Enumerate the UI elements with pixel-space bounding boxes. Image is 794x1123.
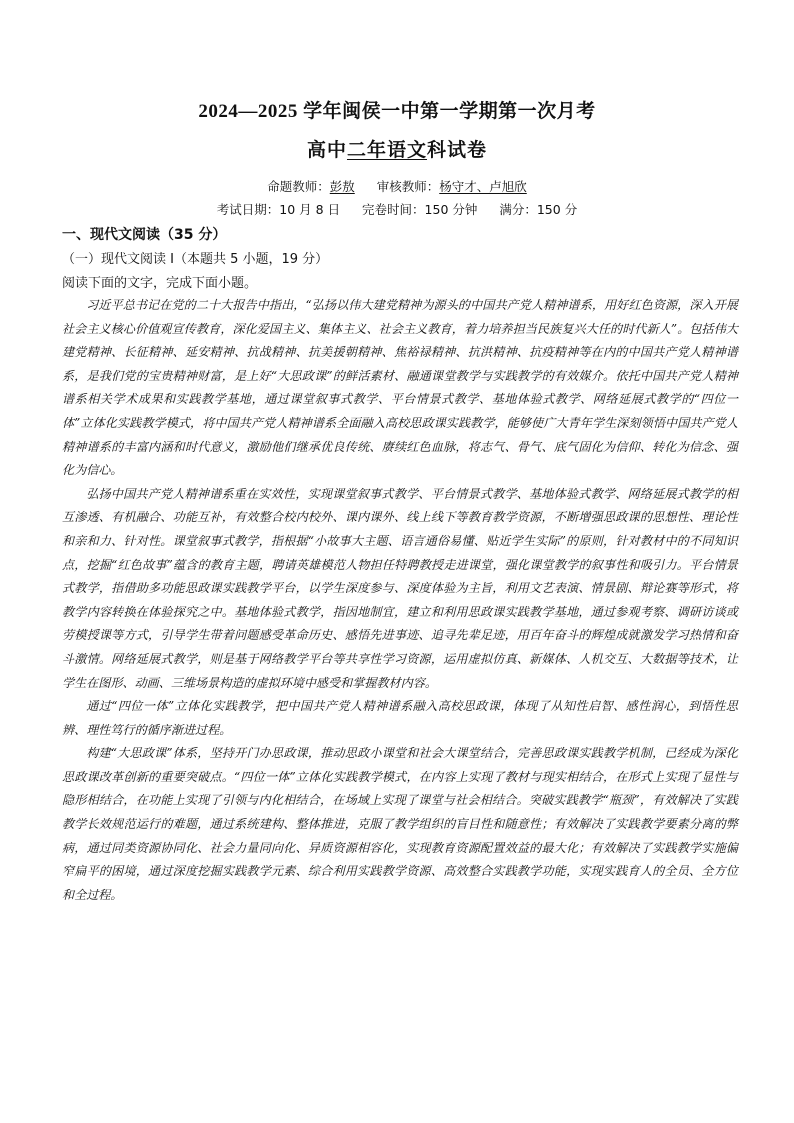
exam-subtitle xyxy=(0,135,794,162)
setter-label: 命题教师： xyxy=(267,179,330,194)
setter-name: 彭敖 xyxy=(329,179,355,194)
exam-duration: 完卷时间：150 分钟 xyxy=(362,202,478,217)
exam-date: 考试日期：10 月 8 日 xyxy=(216,202,341,217)
subtitle-suffix: 科试卷 xyxy=(427,139,488,161)
passage-paragraph: 通过“四位一体”立体化实践教学，把中国共产党人精神谱系融入高校思政课，体现了从知性启智、感性润心，到悟性思辨、理性笃行的循序渐进过程。 xyxy=(62,699,738,737)
passage-paragraph: 弘扬中国共产党人精神谱系重在实效性，实现课堂叙事式教学、平台情景式教学、基地体验式教学、网络延展式教学的相互渗透、有机融合、功能互补，有效整合校内校外、课内课外、线上线下等教育教学资源，不断增强思政课的思想性、理论性和亲和力、针对性。课堂叙事式教学，指根据“小故事大主题、语言通俗易懂、贴近学生实际”的原则，针对教材中的不同知识点，挖掘“红色故事”蕴含的教育主题，聘请英雄模范人物担任特聘教授走进课堂，强化课堂教学的叙事性和吸引力。平台情景式教学，指借助多功能思政课实践教学平台，以学生深度参与、深度体验为主旨，利用文艺表演、情景剧、辩论赛等形式，将教学内容转换在体验探究之中。基地体验式教学，指因地制宜，建立和利用思政课实践教学基地，通过参观考察、调研访谈或劳模授课等方式，引导学生带着问题感受革命历史、感悟先进事迹、追寻先辈足迹，用百年奋斗的辉煌成就激发学习热情和奋斗激情。网络延展式教学，则是基于网络教学平台等共享性学习资源，运用虚拟仿真、新媒体、人机交互、大数据等技术，让学生在图形、动画、三维场景构造的虚拟环境中感受和掌握教材内容。 xyxy=(62,486,738,690)
subtitle-subject: 语文 xyxy=(387,139,428,161)
teacher-info xyxy=(0,177,794,195)
section-subheading: （一）现代文阅读 I（本题共 5 小题，19 分） xyxy=(62,252,329,267)
subtitle-prefix: 高中 xyxy=(306,139,347,161)
reviewer-names: 杨守才、卢旭欣 xyxy=(439,179,527,194)
section-heading: 一、现代文阅读（35 分） xyxy=(62,227,227,243)
passage-paragraph: 习近平总书记在党的二十大报告中指出，“弘扬以伟大建党精神为源头的中国共产党人精神谱系，用好红色资源，深入开展社会主义核心价值观宣传教育，深化爱国主义、集体主义、社会主义教育，着力培养担当民族复兴大任的时代新人”。包括伟大建党精神、长征精神、延安精神、抗战精神、抗美援朝精神、焦裕禄精神、抗洪精神、抗疫精神等在内的中国共产党人精神谱系，是我们党的宝贵精神财富，是上好“大思政课”的鲜活素材、融通课堂教学与实践教学的有效媒介。依托中国共产党人精神谱系相关学术成果和实践教学基地，通过课堂叙事式教学、平台情景式教学、基地体验式教学、网络延展式教学的“四位一体”立体化实践教学模式，将中国共产党人精神谱系全面融入高校思政课实践教学，能够使广大青年学生深刻领悟中国共产党人精神谱系的丰富内涵和时代意义，激励他们继承优良传统、赓续红色血脉，将志气、骨气、底气固化为信仰、转化为信念、强化为信心。 xyxy=(62,298,738,478)
reading-passage xyxy=(62,294,738,907)
passage-paragraph: 构建“大思政课”体系，坚持开门办思政课，推动思政小课堂和社会大课堂结合，完善思政课实践教学机制，已经成为深化思政课改革创新的重要突破点。“四位一体”立体化实践教学模式，在内容上实现了教材与现实相结合，在形式上实现了显性与隐形相结合，在功能上实现了引领与内化相结合，在场域上实现了课堂与社会相结合。突破实践教学“瓶颈”，有效解决了实践教学长效规范运行的难题，通过系统建构、整体推进，克服了教学组织的盲目性和随意性；有效解决了实践教学要素分离的弊病，通过同类资源协同化、社会力量同向化、异质资源相容化，实现教育资源配置效益的最大化；有效解决了实践教学实施偏窄扁平的困境，通过深度挖掘实践教学元素、综合利用实践教学资源、高效整合实践教学功能，实现实践育人的全员、全方位和全过程。 xyxy=(62,746,738,902)
subtitle-grade: 二年 xyxy=(346,139,387,161)
reading-instruction: 阅读下面的文字，完成下面小题。 xyxy=(62,276,258,291)
exam-full-score: 满分：150 分 xyxy=(499,202,578,217)
reviewer-label: 审核教师： xyxy=(376,179,440,194)
exam-info xyxy=(0,200,794,218)
exam-title: 2024—2025 学年闽侯一中第一学期第一次月考 xyxy=(198,101,596,122)
